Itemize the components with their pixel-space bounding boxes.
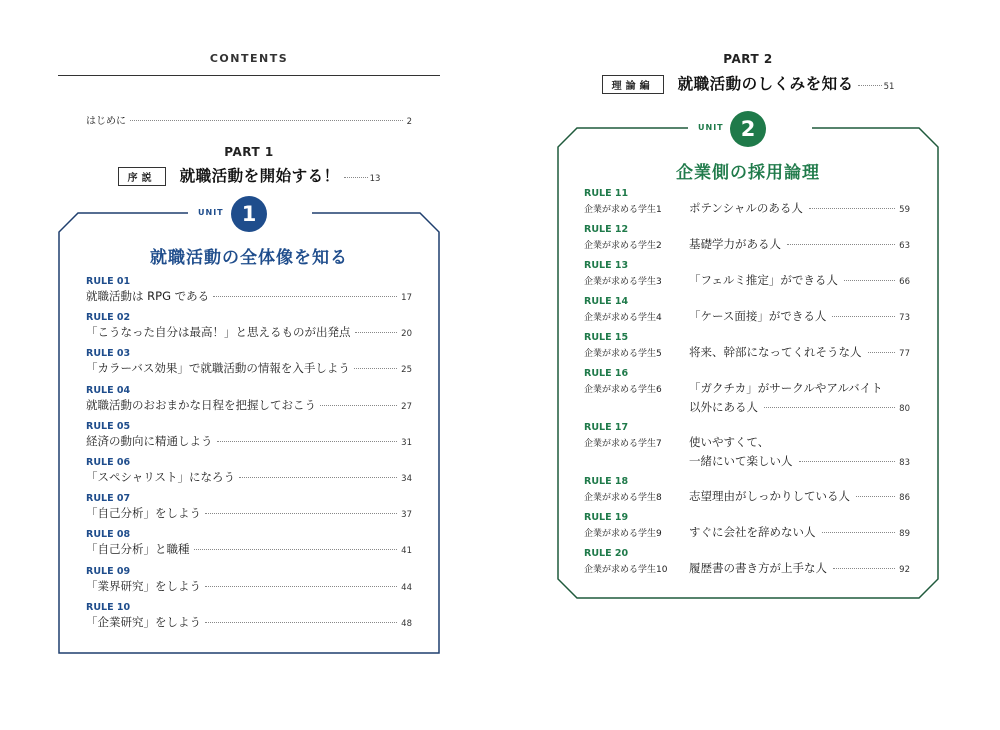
rule-page: 92 bbox=[899, 565, 910, 575]
rule-category: 企業が求める学生5 bbox=[584, 349, 662, 359]
leader-dots bbox=[194, 549, 398, 550]
rule-entry[interactable] bbox=[584, 512, 910, 548]
rule-title: 「自己分析」と職種 bbox=[86, 542, 190, 557]
rule-label: RULE 09 bbox=[86, 565, 131, 577]
rule-label: RULE 03 bbox=[86, 348, 131, 360]
rule-label: RULE 04 bbox=[86, 384, 131, 396]
part1-label: PART 1 bbox=[224, 145, 274, 159]
rule-label: RULE 20 bbox=[584, 548, 629, 559]
rule-entry[interactable] bbox=[584, 332, 910, 368]
rule-title-row bbox=[584, 560, 910, 576]
rule-title: 使いやすくて、 bbox=[689, 435, 770, 449]
rule-label: RULE 08 bbox=[86, 529, 131, 541]
part2-page: 51 bbox=[883, 82, 895, 92]
leader-dots bbox=[822, 532, 896, 533]
rule-title-row bbox=[86, 578, 412, 594]
rule-page: 27 bbox=[401, 401, 412, 412]
leader-dots bbox=[844, 280, 895, 281]
rule-title-row bbox=[584, 524, 910, 540]
leader-dots bbox=[868, 352, 896, 353]
rule-title: 「フェルミ推定」ができる人 bbox=[689, 273, 838, 287]
rule-entry[interactable] bbox=[584, 422, 910, 476]
rule-label: RULE 14 bbox=[584, 296, 629, 307]
unit2-rule-list bbox=[584, 188, 910, 584]
rule-title-row bbox=[584, 399, 910, 415]
rule-title-row bbox=[584, 272, 910, 288]
unit2-number: 2 bbox=[740, 117, 756, 141]
rule-entry[interactable] bbox=[86, 602, 412, 638]
rule-category: 企業が求める学生4 bbox=[584, 313, 662, 323]
rule-title-row bbox=[86, 469, 412, 485]
rule-title: すぐに会社を辞めない人 bbox=[689, 525, 816, 539]
leader-dots bbox=[320, 405, 397, 406]
rule-title-row bbox=[86, 324, 412, 340]
unit2-title: 企業側の採用論理 bbox=[676, 163, 820, 183]
rule-title-row bbox=[86, 433, 412, 449]
leader-dots bbox=[213, 296, 397, 297]
unit1-title: 就職活動の全体像を知る bbox=[150, 248, 348, 268]
leader-dots bbox=[833, 568, 895, 569]
rule-entry[interactable] bbox=[584, 368, 910, 422]
rule-category: 企業が求める学生3 bbox=[584, 277, 662, 287]
rule-entry[interactable] bbox=[584, 548, 910, 584]
rule-title-row bbox=[86, 360, 412, 376]
rule-label: RULE 17 bbox=[584, 422, 629, 433]
rule-page: 20 bbox=[401, 329, 412, 340]
rule-title: 「ケース面接」ができる人 bbox=[689, 309, 827, 323]
rule-label: RULE 19 bbox=[584, 512, 629, 523]
part2-entry[interactable] bbox=[557, 72, 939, 94]
leader-dots bbox=[354, 368, 397, 369]
rule-title: 一緒にいて楽しい人 bbox=[689, 454, 793, 468]
rule-category: 企業が求める学生8 bbox=[584, 493, 662, 503]
rule-label: RULE 12 bbox=[584, 224, 629, 235]
leader-dots bbox=[799, 461, 896, 462]
rule-page: 34 bbox=[401, 473, 412, 484]
rule-title-row bbox=[584, 344, 910, 360]
leader-dots bbox=[856, 496, 895, 497]
rule-entry[interactable] bbox=[86, 457, 412, 493]
leader-dots bbox=[809, 208, 895, 209]
rule-page: 25 bbox=[401, 365, 412, 376]
rule-title: 以外にある人 bbox=[689, 400, 758, 414]
part2-label: PART 2 bbox=[723, 52, 773, 66]
rule-page: 66 bbox=[899, 277, 910, 287]
part2-title: 就職活動のしくみを知る bbox=[677, 75, 854, 93]
rule-title: 経済の動向に精通しよう bbox=[86, 433, 213, 448]
leader-dots bbox=[205, 513, 397, 514]
rule-title: 「ガクチカ」がサークルやアルバイト bbox=[689, 381, 883, 395]
rule-entry[interactable] bbox=[86, 421, 412, 457]
leader-dots bbox=[344, 177, 368, 178]
rule-entry[interactable] bbox=[86, 385, 412, 421]
rule-title-row bbox=[86, 541, 412, 557]
unit2-number-badge bbox=[730, 111, 766, 147]
leader-dots bbox=[764, 407, 895, 408]
rule-title-row bbox=[86, 288, 412, 304]
rule-entry[interactable] bbox=[86, 566, 412, 602]
unit1-number-badge bbox=[231, 196, 267, 232]
rule-title-row bbox=[584, 380, 910, 396]
rule-title-row bbox=[584, 434, 910, 450]
rule-page: 48 bbox=[401, 618, 412, 629]
leader-dots bbox=[858, 85, 882, 86]
rule-title-row bbox=[584, 236, 910, 252]
rule-entry[interactable] bbox=[584, 224, 910, 260]
part1-entry[interactable] bbox=[58, 164, 440, 186]
leader-dots bbox=[239, 477, 397, 478]
rule-label: RULE 07 bbox=[86, 493, 131, 505]
part1-page: 13 bbox=[369, 174, 381, 184]
rule-entry[interactable] bbox=[584, 188, 910, 224]
rule-entry[interactable] bbox=[86, 529, 412, 565]
rule-title-row bbox=[86, 505, 412, 521]
rule-page: 37 bbox=[401, 510, 412, 521]
rule-entry[interactable] bbox=[584, 296, 910, 332]
rule-category: 企業が求める学生9 bbox=[584, 529, 662, 539]
rule-page: 44 bbox=[401, 582, 412, 593]
rule-title: 履歴書の書き方が上手な人 bbox=[689, 561, 827, 575]
rule-title: 「スペシャリスト」になろう bbox=[86, 469, 236, 484]
rule-title: 「自己分析」をしよう bbox=[86, 506, 201, 521]
intro-page: 2 bbox=[406, 117, 412, 127]
rule-entry[interactable] bbox=[584, 260, 910, 296]
rule-title-row bbox=[86, 397, 412, 413]
rule-page: 80 bbox=[899, 404, 910, 414]
rule-title-row bbox=[86, 614, 412, 630]
contents-heading: CONTENTS bbox=[209, 52, 289, 65]
rule-title-row bbox=[584, 308, 910, 324]
rule-label: RULE 15 bbox=[584, 332, 629, 343]
part2-tag: 理論編 bbox=[602, 75, 664, 94]
rule-page: 41 bbox=[401, 546, 412, 557]
rule-category: 企業が求める学生7 bbox=[584, 439, 662, 449]
leader-dots bbox=[205, 622, 397, 623]
rule-title-row bbox=[584, 453, 910, 469]
rule-category: 企業が求める学生6 bbox=[584, 385, 662, 395]
rule-page: 77 bbox=[899, 349, 910, 359]
unit1-rule-list bbox=[86, 276, 412, 638]
rule-entry[interactable] bbox=[86, 276, 412, 312]
intro-label: はじめに bbox=[86, 116, 126, 127]
leader-dots bbox=[205, 586, 397, 587]
rule-category: 企業が求める学生1 bbox=[584, 205, 662, 215]
rule-label: RULE 02 bbox=[86, 312, 131, 324]
rule-category: 企業が求める学生2 bbox=[584, 241, 662, 251]
leader-dots bbox=[130, 120, 403, 121]
rule-category: 企業が求める学生10 bbox=[584, 565, 668, 575]
rule-label: RULE 05 bbox=[86, 420, 131, 432]
unit2-word: UNIT bbox=[698, 123, 724, 132]
rule-title: 将来、幹部になってくれそうな人 bbox=[689, 345, 862, 359]
contents-divider bbox=[58, 75, 440, 76]
rule-page: 89 bbox=[899, 529, 910, 539]
rule-label: RULE 11 bbox=[584, 188, 629, 199]
rule-label: RULE 10 bbox=[86, 601, 131, 613]
rule-title: 「こうなった自分は最高！」と思えるものが出発点 bbox=[86, 325, 351, 340]
rule-page: 31 bbox=[401, 437, 412, 448]
rule-title: 「カラーバス効果」で就職活動の情報を入手しよう bbox=[86, 361, 350, 376]
rule-title-row bbox=[584, 200, 910, 216]
unit1-word: UNIT bbox=[198, 208, 224, 217]
part1-title: 就職活動を開始する！ bbox=[179, 167, 340, 185]
leader-dots bbox=[787, 244, 895, 245]
leader-dots bbox=[217, 441, 398, 442]
rule-title: 就職活動は RPG である bbox=[86, 289, 210, 303]
part1-tag: 序説 bbox=[118, 167, 166, 186]
rule-title: 就職活動のおおまかな日程を把握しておこう bbox=[86, 397, 316, 412]
rule-entry[interactable] bbox=[86, 493, 412, 529]
rule-entry[interactable] bbox=[86, 348, 412, 384]
rule-entry[interactable] bbox=[86, 312, 412, 348]
rule-page: 59 bbox=[899, 205, 910, 215]
rule-page: 17 bbox=[401, 293, 412, 303]
rule-page: 73 bbox=[899, 313, 910, 323]
leader-dots bbox=[355, 332, 398, 333]
rule-title: 基礎学力がある人 bbox=[689, 237, 781, 251]
rule-label: RULE 13 bbox=[584, 260, 629, 271]
rule-page: 63 bbox=[899, 241, 910, 251]
rule-label: RULE 18 bbox=[584, 476, 629, 487]
unit1-number: 1 bbox=[241, 202, 257, 226]
rule-label: RULE 16 bbox=[584, 368, 629, 379]
rule-entry[interactable] bbox=[584, 476, 910, 512]
rule-page: 83 bbox=[899, 458, 910, 468]
leader-dots bbox=[832, 316, 895, 317]
rule-title: 「業界研究」をしよう bbox=[86, 578, 201, 593]
rule-title: 志望理由がしっかりしている人 bbox=[689, 489, 850, 503]
rule-page: 86 bbox=[899, 493, 910, 503]
rule-label: RULE 06 bbox=[86, 456, 131, 468]
rule-title: 「企業研究」をしよう bbox=[86, 614, 201, 629]
rule-title-row bbox=[584, 488, 910, 504]
rule-title: ポテンシャルのある人 bbox=[689, 201, 803, 215]
rule-label: RULE 01 bbox=[86, 276, 131, 287]
intro-entry[interactable] bbox=[86, 112, 412, 127]
